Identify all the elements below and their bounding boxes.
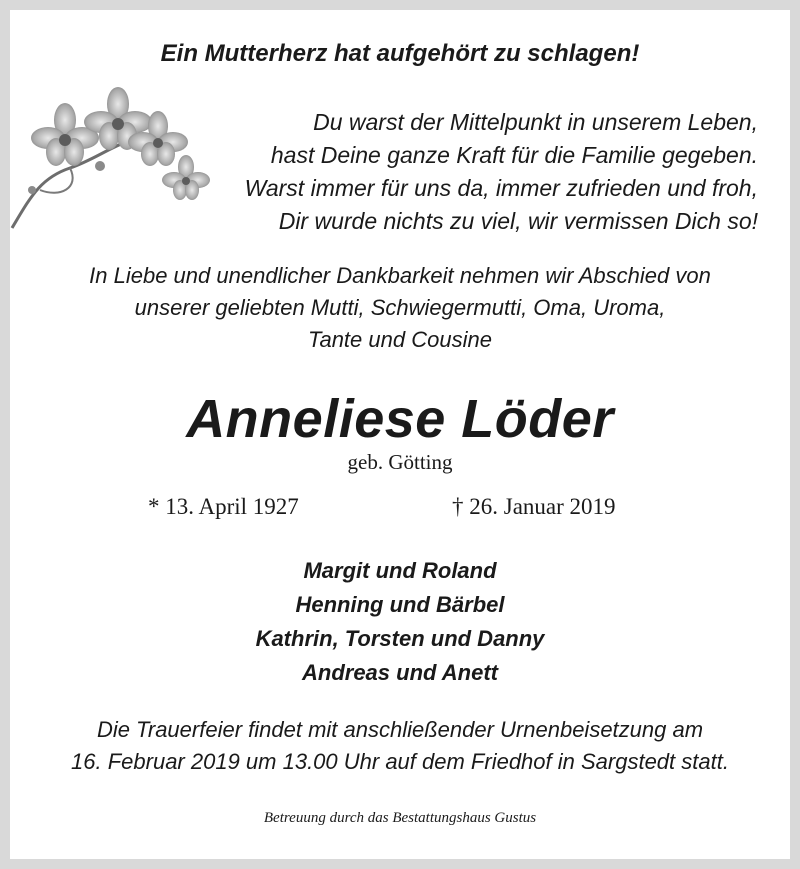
- poem-line: hast Deine ganze Kraft für die Familie gegeben.: [270, 142, 758, 168]
- family-line: Henning und Bärbel: [295, 592, 505, 617]
- death-date: † 26. Januar 2019: [452, 494, 616, 519]
- orchid-icon: [10, 78, 220, 238]
- family-line: Kathrin, Torsten und Danny: [255, 626, 545, 651]
- family-signatures: [10, 554, 790, 690]
- funeral-service-info: [10, 714, 790, 778]
- family-line: Margit und Roland: [303, 558, 497, 583]
- intro-line: In Liebe und unendlicher Dankbarkeit nehmen wir Abschied von: [89, 263, 711, 288]
- poem-line: Warst immer für uns da, immer zufrieden und froh,: [244, 175, 758, 201]
- family-line: Andreas und Anett: [302, 660, 498, 685]
- maiden-name: geb. Götting: [347, 450, 453, 474]
- birth-date: * 13. April 1927: [148, 494, 299, 519]
- headline: Ein Mutterherz hat aufgehört zu schlagen!: [160, 40, 640, 67]
- intro-line: Tante und Cousine: [308, 327, 492, 352]
- undertaker-note: Betreuung durch das Bestattungshaus Gustus: [263, 810, 537, 826]
- intro-line: unserer geliebten Mutti, Schwiegermutti, Oma, Uroma,: [134, 295, 666, 320]
- deceased-name: Anneliese Löder: [186, 389, 614, 449]
- poem: [245, 106, 758, 238]
- service-line: 16. Februar 2019 um 13.00 Uhr auf dem Friedhof in Sargstedt statt.: [71, 749, 729, 774]
- service-line: Die Trauerfeier findet mit anschließender Urnenbeisetzung am: [96, 717, 704, 742]
- intro-text: [10, 260, 790, 356]
- poem-line: Du warst der Mittelpunkt in unserem Leben,: [313, 109, 758, 135]
- poem-line: Dir wurde nichts zu viel, wir vermissen Dich so!: [278, 208, 758, 234]
